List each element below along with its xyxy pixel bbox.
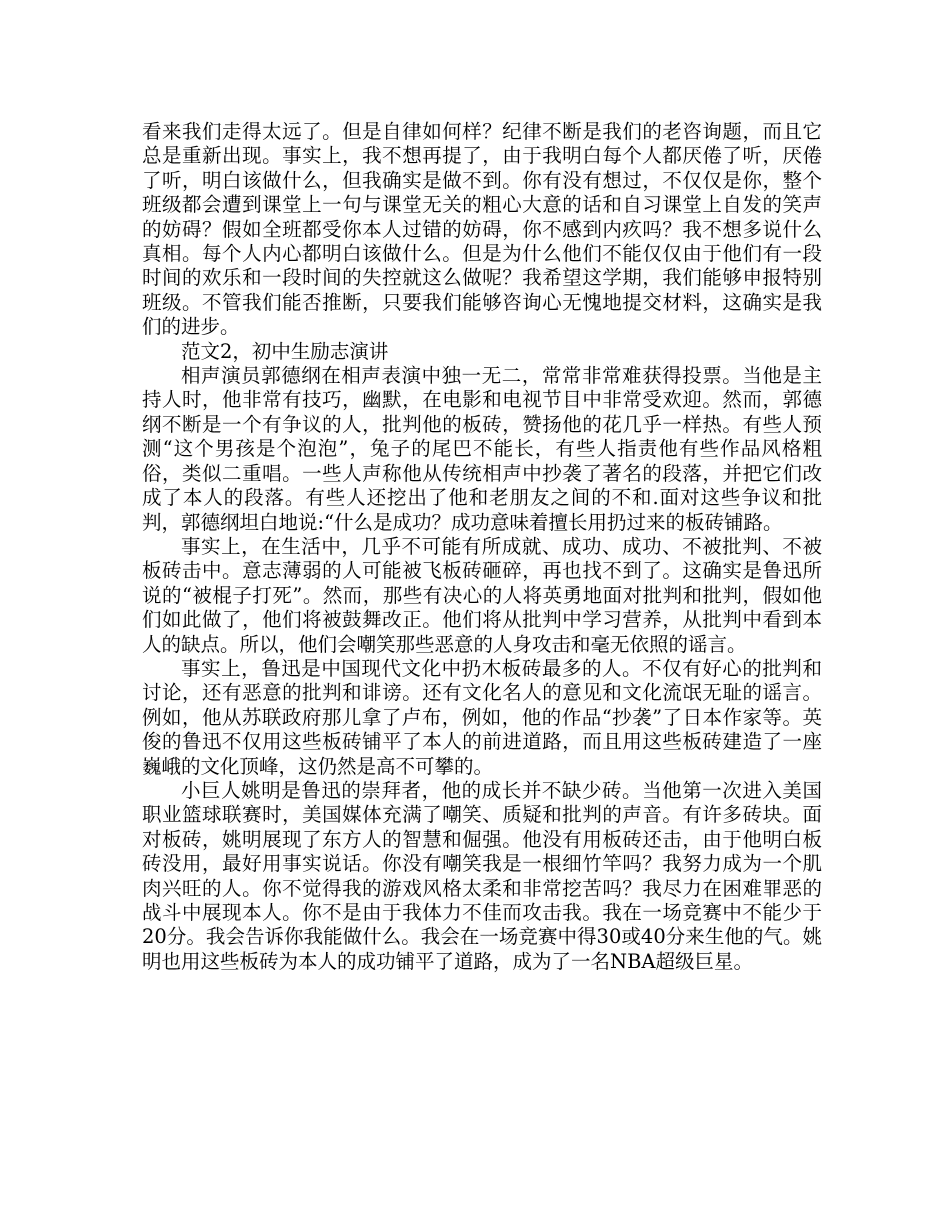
section-heading: 范文2，初中生励志演讲 (181, 339, 389, 363)
paragraph-lu-xun: 事实上，鲁迅是中国现代文化中扔木板砖最多的人。不仅有好心的批判和讨论，还有恶意的批判和诽谤。还有文化名人的意见和文化流氓无耻的谣言。例如，他从苏联政府那儿拿了卢布，例如，他的作品“抄袭”了日本作家等。英俊的鲁迅不仅用这些板砖铺平了本人的前进道路，而且用这些板砖建造了一座巍峨的文化顶峰，这仍然是高不可攀的。 (142, 656, 822, 778)
document-body (142, 120, 822, 974)
paragraph-guo-degang: 相声演员郭德纲在相声表演中独一无二，常常非常难获得投票。当他是主持人时，他非常有技巧，幽默，在电影和电视节目中非常受欢迎。然而，郭德纲不断是一个有争议的人，批判他的板砖，赞扬他的花几乎一样热。有些人预测“这个男孩是个泡泡”，兔子的尾巴不能长，有些人指责他有些作品风格粗俗，类似二重唱。一些人声称他从传统相声中抄袭了著名的段落，并把它们改成了本人的段落。有些人还挖出了他和老朋友之间的不和.面对这些争议和批判，郭德纲坦白地说:“什么是成功？成功意味着擅长用扔过来的板砖铺路。 (142, 364, 822, 534)
paragraph-yao-ming: 小巨人姚明是鲁迅的崇拜者，他的成长并不缺少砖。当他第一次进入美国职业篮球联赛时，美国媒体充满了嘲笑、质疑和批判的声音。有许多砖块。面对板砖，姚明展现了东方人的智慧和倔强。他没有用板砖还击，由于他明白板砖没用，最好用事实说话。你没有嘲笑我是一根细竹竿吗？我努力成为一个肌肉兴旺的人。你不觉得我的游戏风格太柔和非常挖苦吗？我尽力在困难罪恶的战斗中展现本人。你不是由于我体力不佳而攻击我。我在一场竞赛中不能少于20分。我会告诉你我能做什么。我会在一场竞赛中得30或40分来生他的气。姚明也用这些板砖为本人的成功铺平了道路，成为了一名NBA超级巨星。 (142, 778, 822, 973)
paragraph-criticism: 事实上，在生活中，几乎不可能有所成就、成功、成功、不被批判、不被板砖击中。意志薄弱的人可能被飞板砖砸碎，再也找不到了。这确实是鲁迅所说的“被棍子打死”。然而，那些有决心的人将英勇地面对批判和批判，假如他们如此做了，他们将被鼓舞改正。他们将从批判中学习营养，从批判中看到本人的缺点。所以，他们会嘲笑那些恶意的人身攻击和毫无依照的谣言。 (142, 534, 822, 656)
paragraph-discipline: 看来我们走得太远了。但是自律如何样？纪律不断是我们的老咨询题，而且它总是重新出现。事实上，我不想再提了，由于我明白每个人都厌倦了听，厌倦了听，明白该做什么，但我确实是做不到。你有没有想过，不仅仅是你，整个班级都会遭到课堂上一句与课堂无关的粗心大意的话和自习课堂上自发的笑声的妨碍？假如全班都受你本人过错的妨碍，你不感到内疚吗？我不想多说什么真相。每个人内心都明白该做什么。但是为什么他们不能仅仅由于他们有一段时间的欢乐和一段时间的失控就这么做呢？我希望这学期，我们能够申报特别班级。不管我们能否推断，只要我们能够咨询心无愧地提交材料，这确实是我们的进步。 (142, 120, 822, 339)
